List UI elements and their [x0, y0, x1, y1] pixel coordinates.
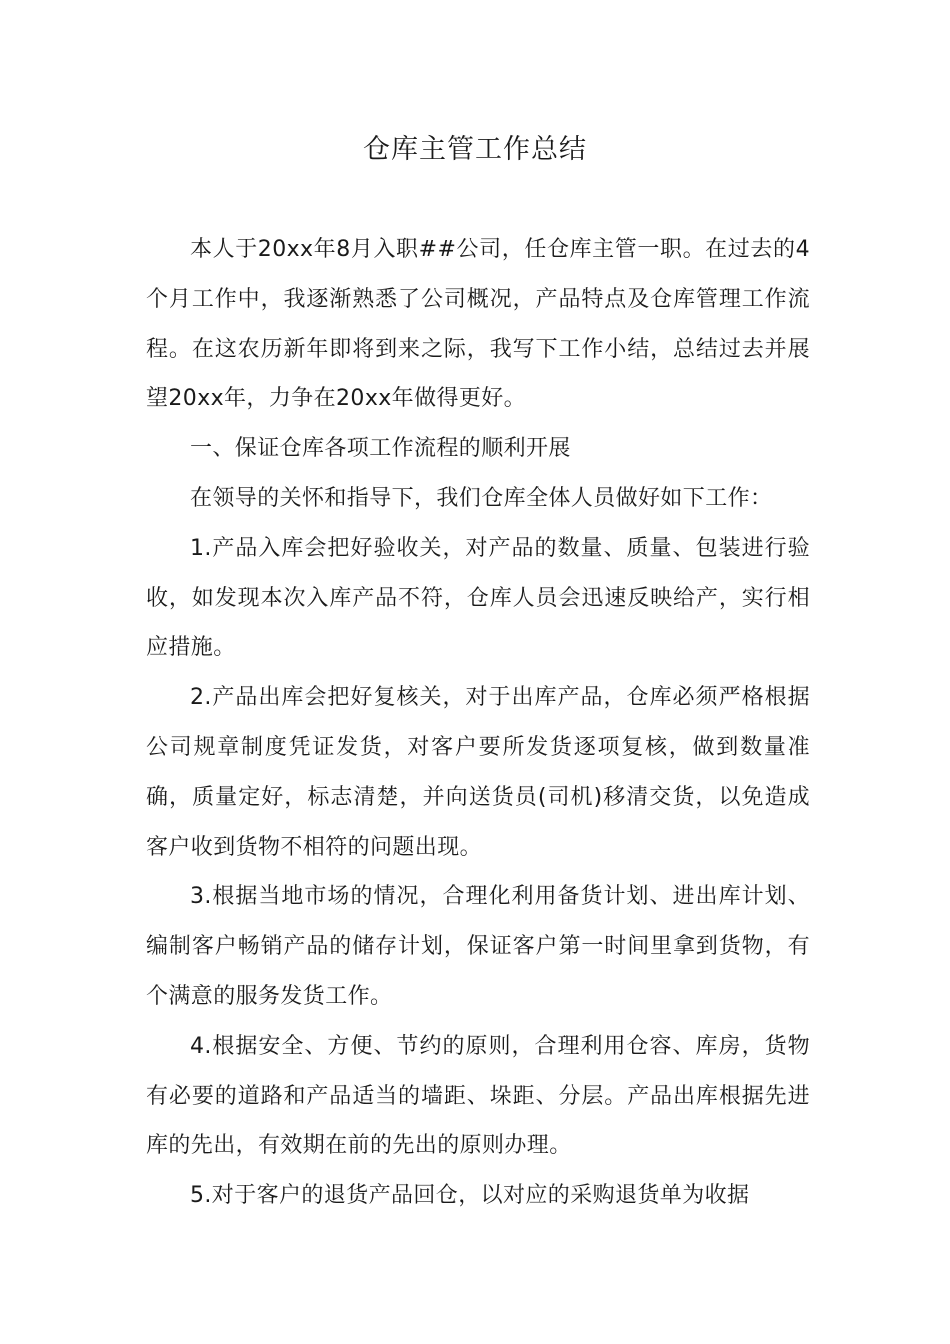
document-title: 仓库主管工作总结 [363, 134, 587, 165]
paragraph-item-4: 4.根据安全、方便、节约的原则，合理利用仓容、库房，货物有必要的道路和产品适当的墙距、垛距、分层。产品出库根据先进库的先出，有效期在前的先出的原则办理。 [146, 1033, 810, 1159]
section-heading: 一、保证仓库各项工作流程的顺利开展 [190, 436, 571, 462]
paragraph-item-2: 2.产品出库会把好复核关，对于出库产品，仓库必须严格根据公司规章制度凭证发货，对客户要所发货逐项复核，做到数量准确，质量定好，标志清楚，并向送货员(司机)移清交货，以免造成客户收到货物不相符的问题出现。 [146, 685, 810, 860]
document-body [146, 225, 810, 1221]
paragraph-intro: 本人于20xx年8月入职##公司，任仓库主管一职。在过去的4个月工作中，我逐渐熟悉了公司概况，产品特点及仓库管理工作流程。在这农历新年即将到来之际，我写下工作小结，总结过去并展望20xx年，力争在20xx年做得更好。 [146, 237, 810, 412]
paragraph-item-1: 1.产品入库会把好验收关，对产品的数量、质量、包装进行验收，如发现本次入库产品不符，仓库人员会迅速反映给产，实行相应措施。 [146, 535, 810, 661]
paragraph-lead: 在领导的关怀和指导下，我们仓库全体人员做好如下工作： [190, 485, 773, 511]
paragraph-item-3: 3.根据当地市场的情况，合理化利用备货计划、进出库计划、编制客户畅销产品的储存计划，保证客户第一时间里拿到货物，有个满意的服务发货工作。 [146, 884, 810, 1009]
paragraph-item-5: 5.对于客户的退货产品回仓，以对应的采购退货单为收据 [190, 1183, 750, 1209]
